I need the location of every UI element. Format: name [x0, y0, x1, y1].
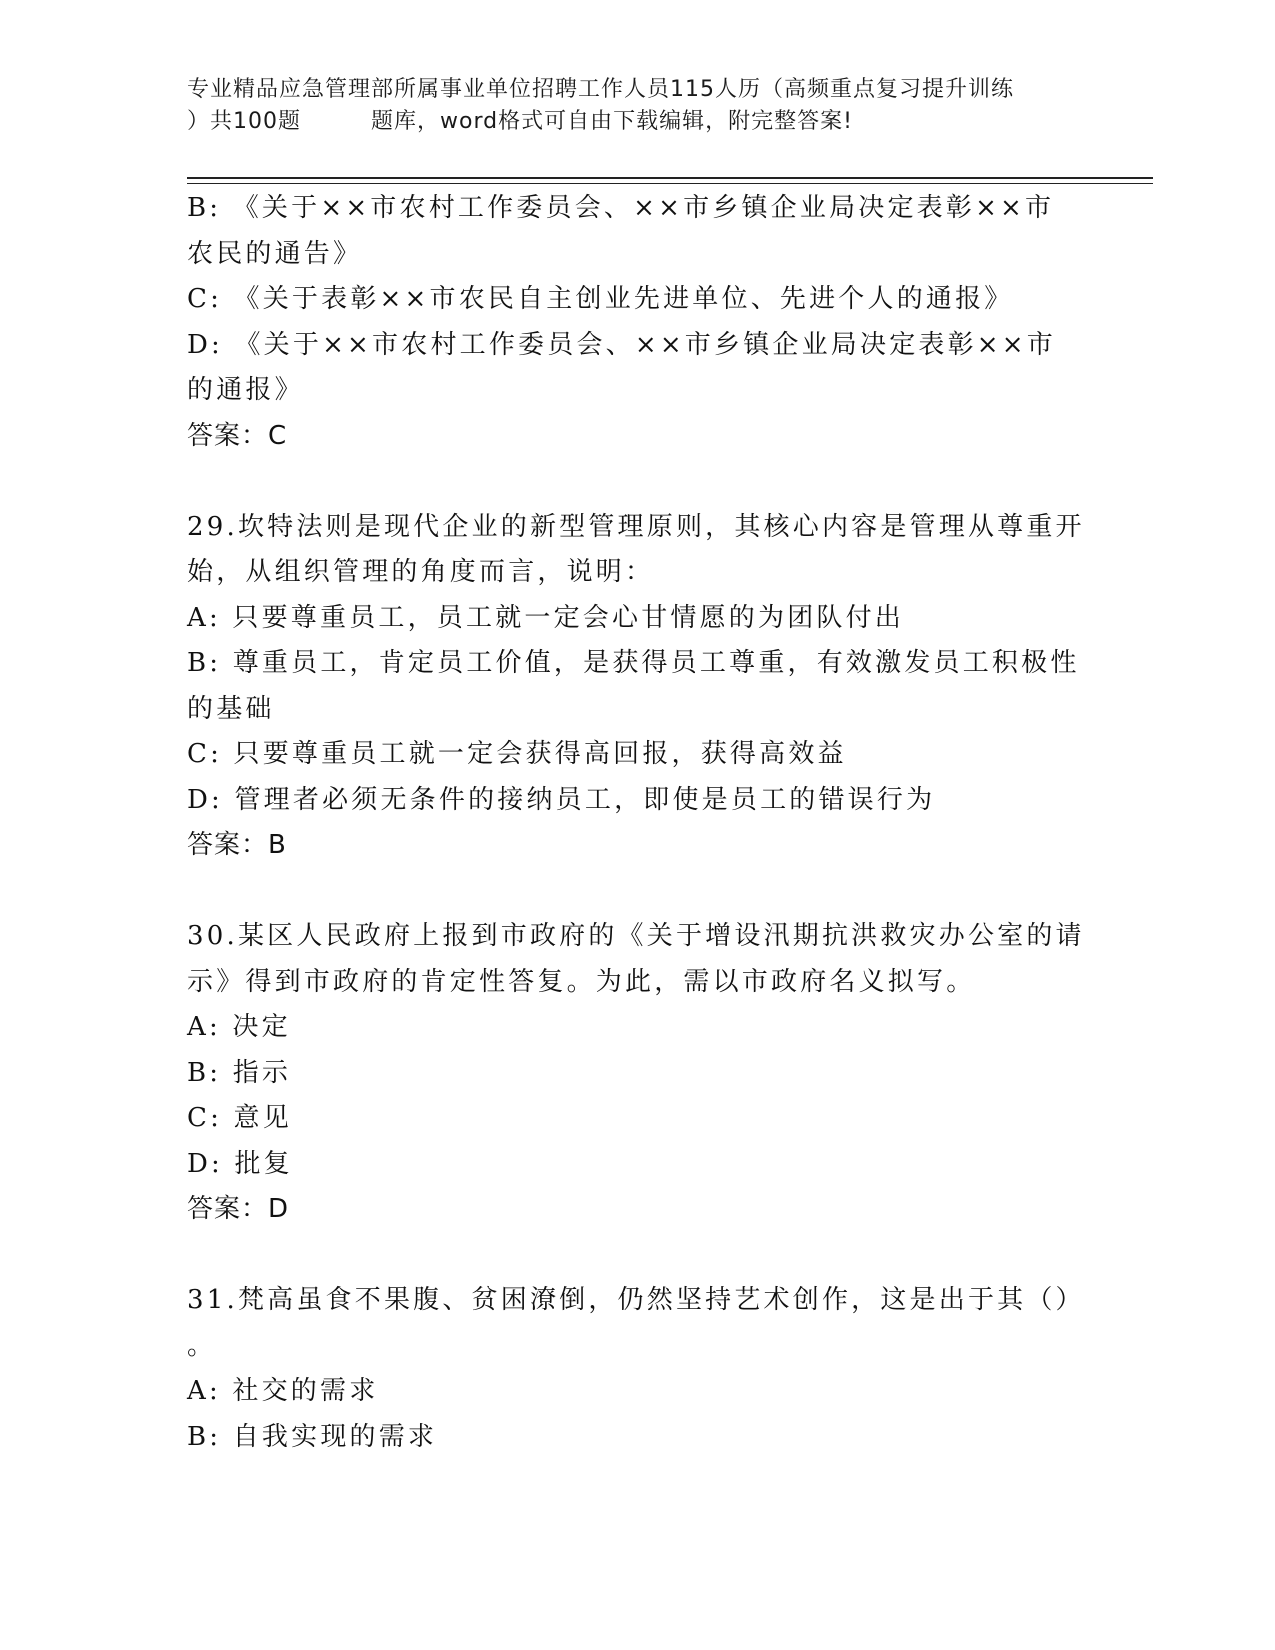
q29-stem-line-1: 29.坎特法则是现代企业的新型管理原则，其核心内容是管理从尊重开	[187, 511, 1085, 542]
question-30	[187, 914, 1087, 1233]
q31-stem-line-2: 。	[187, 1330, 217, 1361]
q31-stem-line-1: 31.梵高虽食不果腹、贫困潦倒，仍然坚持艺术创作，这是出于其（）	[187, 1285, 1085, 1315]
question-31	[187, 1278, 1087, 1460]
q30-option-c: C: 意见	[187, 1103, 292, 1133]
q30-option-b: B: 指示	[187, 1057, 292, 1088]
q31-option-b: B: 自我实现的需求	[187, 1421, 438, 1452]
header-title-part-b: 题库，word格式可自由下载编辑，附完整答案!	[371, 109, 853, 134]
q29-answer: 答案：B	[187, 830, 287, 860]
q30-option-a: A: 决定	[187, 1012, 291, 1042]
q30-answer: 答案：D	[187, 1194, 290, 1224]
q28-option-d-line-1: D: 《关于××市农村工作委员会、××市乡镇企业局决定表彰××市	[187, 329, 1056, 360]
question-29	[187, 505, 1087, 869]
header-rule-thick	[187, 177, 1153, 179]
q28-option-d-line-2: 的通报》	[187, 375, 304, 405]
question-28-continuation	[187, 186, 1087, 459]
q30-stem-line-2: 示》得到市政府的肯定性答复。为此，需以市政府名义拟写。	[187, 966, 976, 997]
question-content	[187, 186, 1087, 1460]
q29-option-a: A: 只要尊重员工，员工就一定会心甘情愿的为团队付出	[187, 602, 905, 633]
header-title-line-2	[187, 106, 1087, 138]
q28-option-c: C: 《关于表彰××市农民自主创业先进单位、先进个人的通报》	[187, 284, 1014, 314]
q29-option-b-line-2: 的基础	[187, 693, 275, 724]
q29-option-c: C: 只要尊重员工就一定会获得高回报，获得高效益	[187, 739, 847, 769]
header-title-part-a: ）共100题	[187, 109, 301, 134]
q28-option-b-line-1: B: 《关于××市农村工作委员会、××市乡镇企业局决定表彰××市	[187, 193, 1055, 223]
q30-option-d: D: 批复	[187, 1148, 293, 1179]
q29-option-d: D: 管理者必须无条件的接纳员工，即使是员工的错误行为	[187, 784, 936, 815]
header-title-line-1: 专业精品应急管理部所属事业单位招聘工作人员115人历（高频重点复习提升训练	[187, 77, 1014, 102]
spacer	[187, 459, 1087, 505]
spacer	[187, 1233, 1087, 1279]
header-rule-thin	[187, 183, 1153, 184]
q30-stem-line-1: 30.某区人民政府上报到市政府的《关于增设汛期抗洪救灾办公室的请	[187, 921, 1085, 951]
q28-option-b-line-2: 农民的通告》	[187, 238, 363, 269]
q28-answer: 答案：C	[187, 420, 288, 451]
spacer	[187, 869, 1087, 915]
page-header	[187, 74, 1087, 138]
q29-stem-line-2: 始，从组织管理的角度而言，说明：	[187, 557, 655, 587]
q31-option-a: A: 社交的需求	[187, 1376, 379, 1406]
q29-option-b-line-1: B: 尊重员工，肯定员工价值，是获得员工尊重，有效激发员工积极性	[187, 648, 1080, 678]
